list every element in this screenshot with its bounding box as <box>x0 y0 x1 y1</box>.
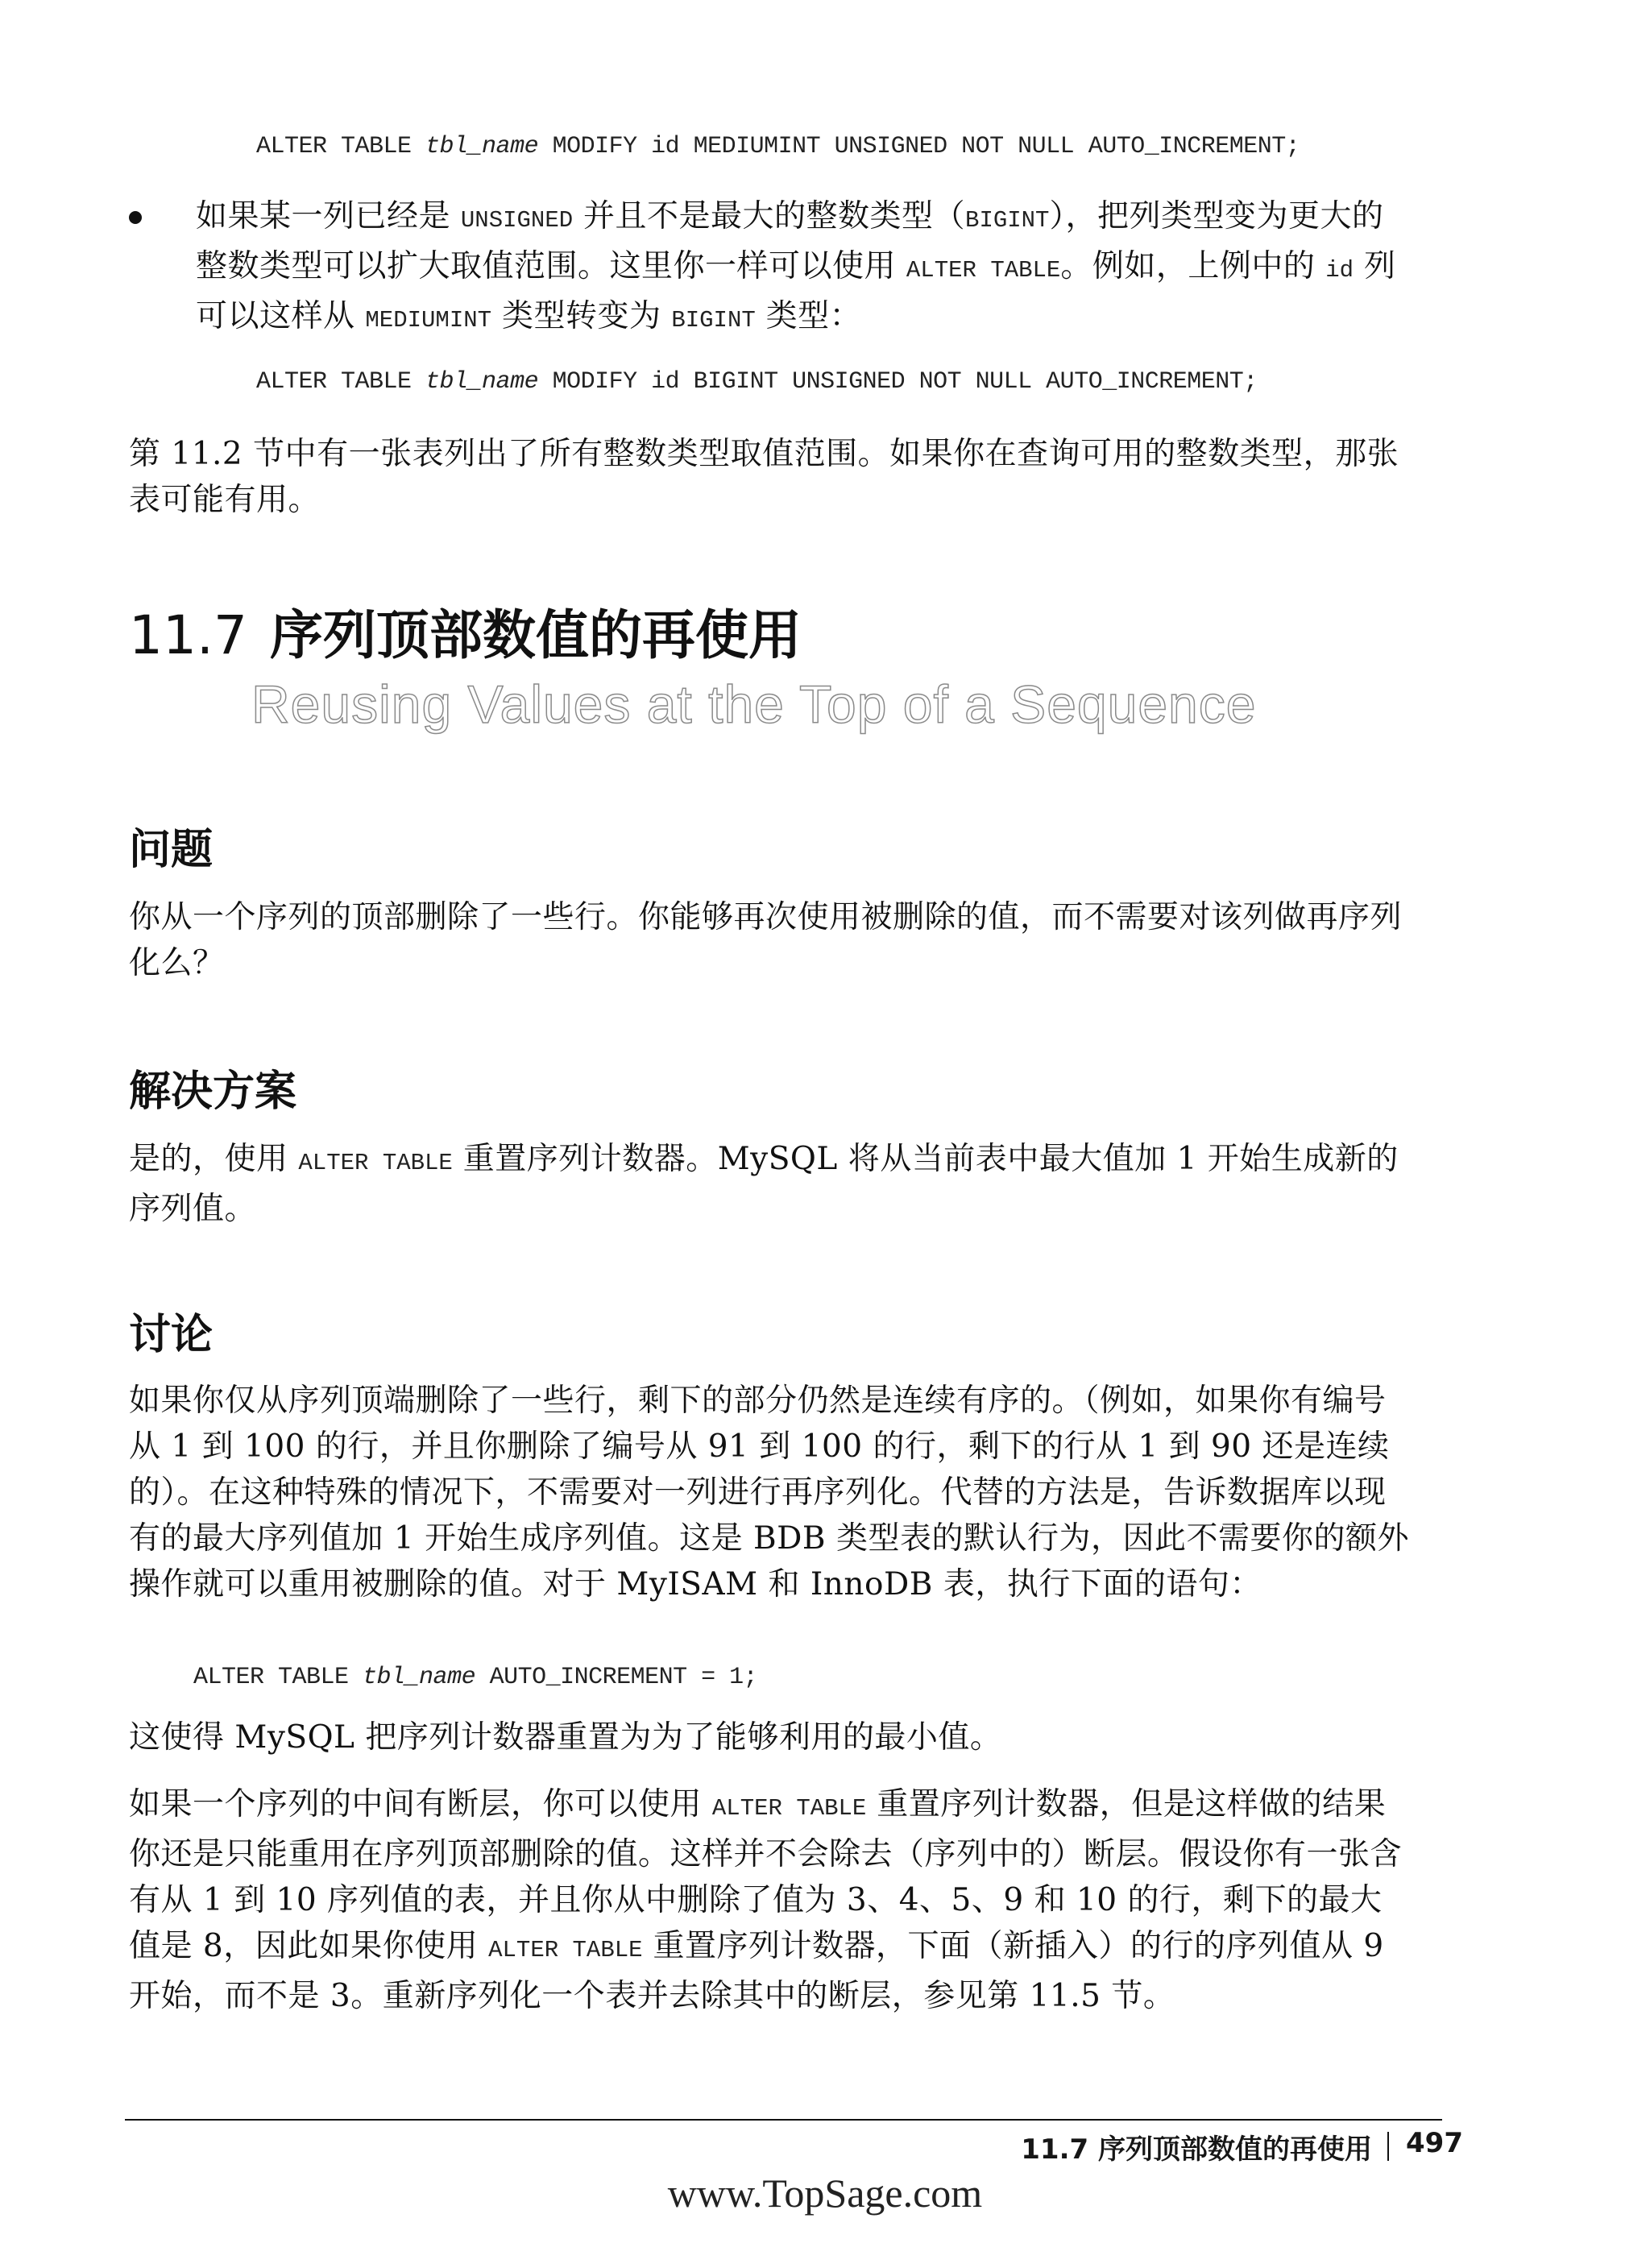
text-run: 重置序列计数器，下面（新插入）的行的序列值从 9 开始，而不是 3。重新序列化一个表并去除其中的断层，参见第 11.5 节。 <box>129 1928 1384 2014</box>
code-line-auto-increment <box>193 1664 757 1691</box>
code-table-name: tbl_name <box>363 1664 476 1691</box>
bullet-icon <box>129 211 142 224</box>
code-rest: AUTO_INCREMENT = 1; <box>475 1664 758 1691</box>
page-number: 497 <box>1406 2127 1463 2159</box>
section-number: 11.7 <box>129 604 247 666</box>
text-run: 重置序列计数器。MySQL 将从当前表中最大值加 1 开始生成新的序列值。 <box>129 1141 1399 1227</box>
problem-paragraph: 你从一个序列的顶部删除了一些行。你能够再次使用被删除的值，而不需要对该列做再序列化么？ <box>129 899 1403 981</box>
text-run: 类型： <box>755 298 862 334</box>
text-run: 重置序列计数器，但是这样做的结果你还是只能重用在序列顶部删除的值。这样并不会除去（序列中的）断层。假设你有一张含有从 1 到 10 序列值的表，并且你从中删除了值为 3、4、5、9 和 10 的行，剩下的最大值是 8，因此如果你使用 <box>129 1786 1403 1964</box>
discussion-paragraph-1: 如果你仅从序列顶端删除了一些行，剩下的部分仍然是连续有序的。（例如，如果你有编号从 1 到 100 的行，并且你删除了编号从 91 到 100 的行，剩下的行从 1 到 90 还是连续的）。在这种特殊的情况下，不需要对一列进行再序列化。代替的方法是，告诉数据库以现有的最大序列值加 1 开始生成序列值。这是 BDB 类型表的默认行为，因此不需要你的额外操作就可以重用被删除的值。对于 MyISAM 和 InnoDB 表，执行下面的语句： <box>129 1383 1409 1603</box>
discussion-paragraph-2: 这使得 MySQL 把序列计数器重置为为了能够利用的最小值。 <box>129 1719 1002 1756</box>
footer-divider <box>125 2119 1442 2121</box>
text-run: 如果一个序列的中间有断层，你可以使用 <box>129 1786 712 1822</box>
text-run: 类型转变为 <box>491 298 672 334</box>
code-table-name: tbl_name <box>425 368 539 396</box>
section-title-text: 序列顶部数值的再使用 <box>269 604 802 666</box>
inline-code: id <box>1325 257 1354 284</box>
footer-separator <box>1387 2132 1389 2161</box>
code-table-name: tbl_name <box>425 133 539 160</box>
text-run: 如果某一列已经是 <box>196 198 461 234</box>
text-run: 列可以这样从 <box>196 248 1396 334</box>
heading-solution: 解决方案 <box>129 1068 297 1116</box>
code-rest: MODIFY id MEDIUMINT UNSIGNED NOT NULL AUTO_INCREMENT; <box>538 133 1300 160</box>
code-keyword: ALTER TABLE <box>193 1664 363 1691</box>
inline-code: UNSIGNED <box>460 207 574 234</box>
text-run: ），把列类型变为更大的整数类型可以扩大取值范围。这里你一样可以使用 <box>196 198 1384 284</box>
section-subtitle: Reusing Values at the Top of a Sequence <box>251 674 1257 734</box>
code-line-bigint <box>256 368 1258 396</box>
code-keyword: ALTER TABLE <box>256 368 426 396</box>
discussion-paragraph-3 <box>129 1781 1410 2019</box>
code-line-mediumint <box>256 133 1300 160</box>
inline-code: ALTER TABLE <box>488 1937 643 1963</box>
heading-discussion: 讨论 <box>129 1311 214 1359</box>
inline-code: MEDIUMINT <box>365 307 492 334</box>
inline-code: ALTER TABLE <box>298 1150 453 1176</box>
inline-code: BIGINT <box>965 207 1050 234</box>
text-run: 是的，使用 <box>129 1141 299 1177</box>
text-run: 并且不是最大的整数类型（ <box>573 198 966 234</box>
inline-code: ALTER TABLE <box>906 257 1061 284</box>
inline-code: BIGINT <box>671 307 756 334</box>
running-footer-title: 11.7 序列顶部数值的再使用 <box>1021 2133 1372 2166</box>
code-rest: MODIFY id BIGINT UNSIGNED NOT NULL AUTO_INCREMENT; <box>538 368 1258 396</box>
reference-paragraph: 第 11.2 节中有一张表列出了所有整数类型取值范围。如果你在查询可用的整数类型，那张表可能有用。 <box>129 436 1399 518</box>
code-keyword: ALTER TABLE <box>256 133 426 160</box>
solution-paragraph <box>129 1136 1410 1232</box>
inline-code: ALTER TABLE <box>711 1795 867 1822</box>
bullet-paragraph <box>196 193 1412 343</box>
watermark-site: www.TopSage.com <box>667 2171 983 2216</box>
text-run: 。例如，上例中的 <box>1060 248 1326 284</box>
section-title <box>129 592 802 669</box>
heading-problem: 问题 <box>129 826 214 874</box>
